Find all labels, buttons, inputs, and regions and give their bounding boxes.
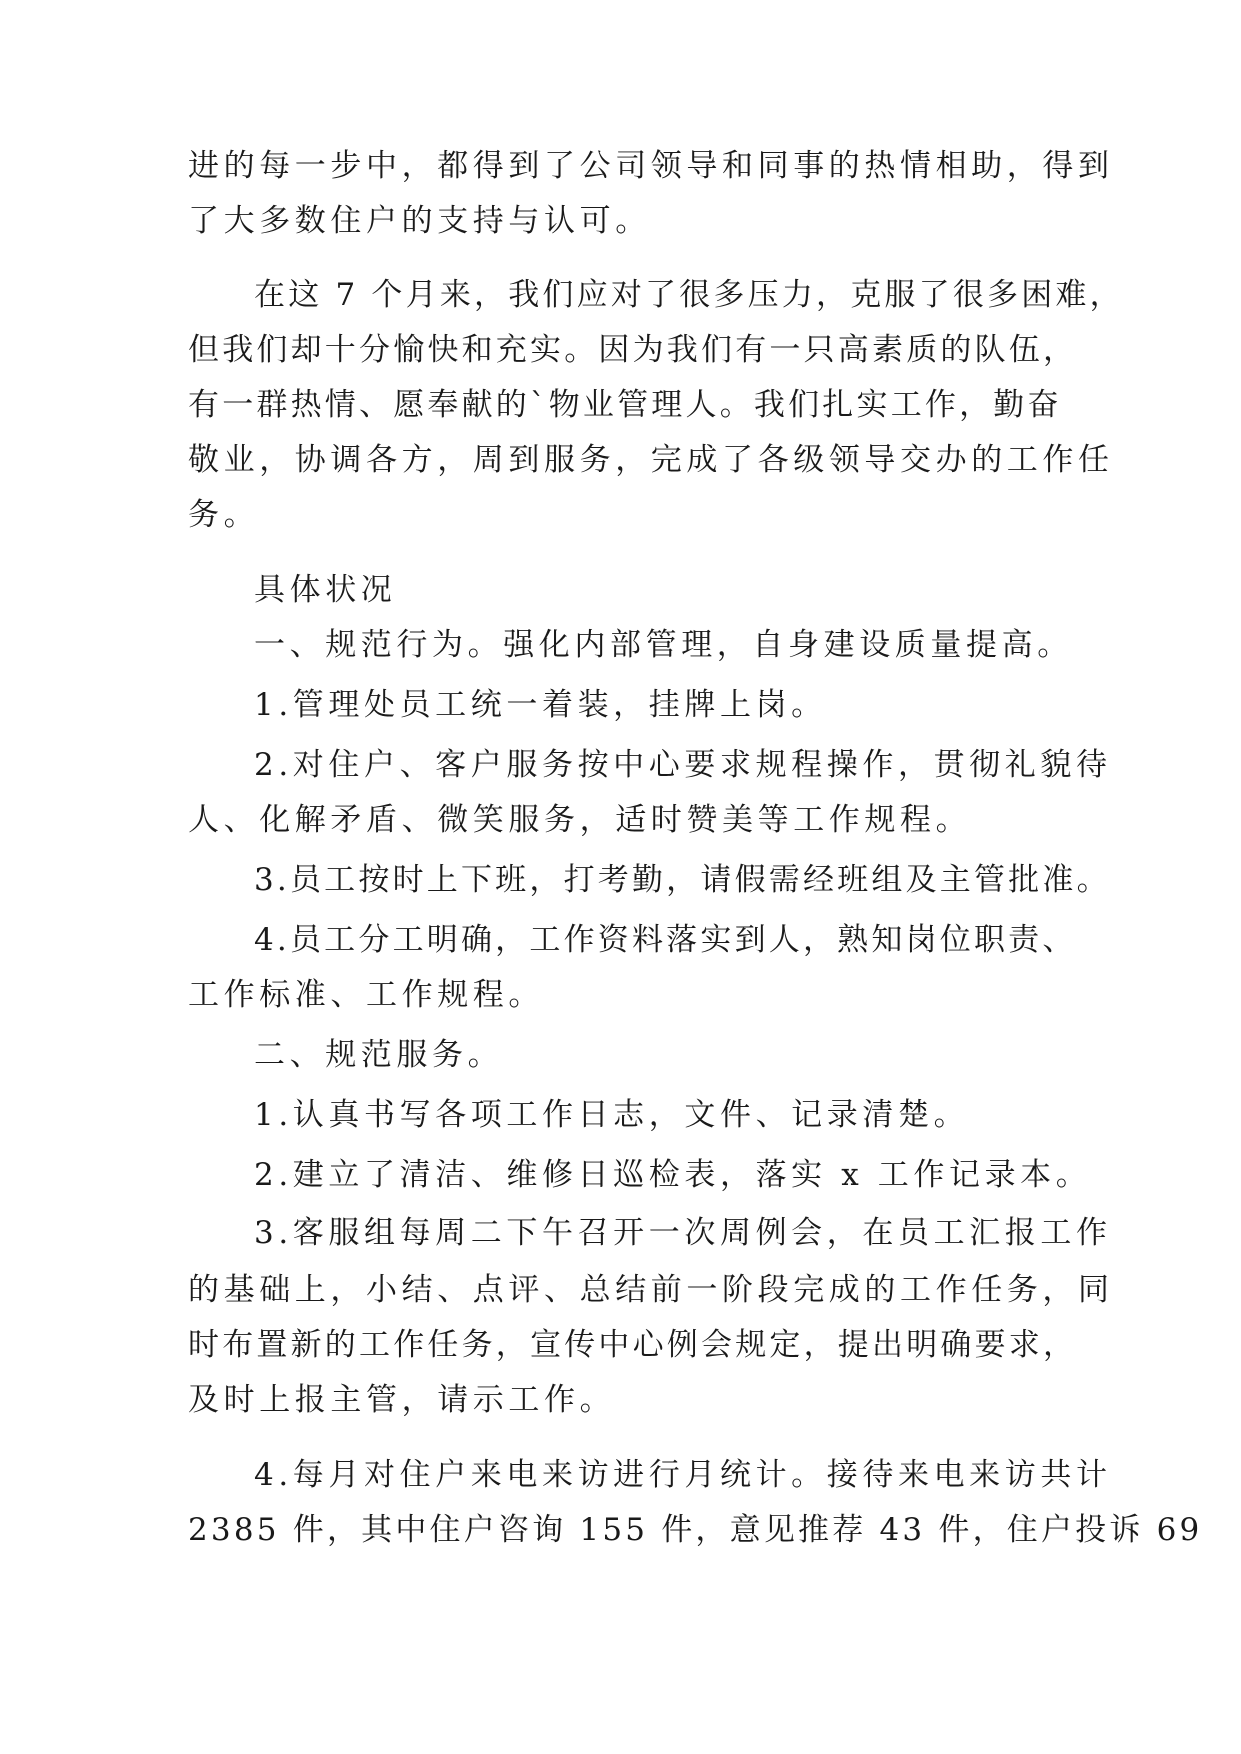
list-item: 2.建立了清洁、维修日巡检表，落实 x 工作记录本。 bbox=[254, 1157, 1092, 1193]
list-item: 1.管理处员工统一着装，挂牌上岗。 bbox=[254, 687, 827, 723]
paragraph-line: 工作标准、工作规程。 bbox=[188, 977, 544, 1013]
list-item: 4.每月对住户来电来访进行月统计。接待来电来访共计 bbox=[254, 1457, 1112, 1493]
paragraph-line: 2385 件，其中住户咨询 155 件，意见推荐 43 件，住户投诉 69 bbox=[188, 1512, 1203, 1548]
paragraph-line: 在这 7 个月来，我们应对了很多压力，克服了很多困难， bbox=[254, 277, 1124, 313]
paragraph-line: 进的每一步中，都得到了公司领导和同事的热情相助，得到 bbox=[188, 148, 1114, 184]
paragraph-line: 了大多数住户的支持与认可。 bbox=[188, 203, 651, 239]
paragraph-line: 有一群热情、愿奉献的`物业管理人。我们扎实工作，勤奋 bbox=[188, 387, 1062, 423]
list-item: 4.员工分工明确，工作资料落实到人，熟知岗位职责、 bbox=[254, 922, 1077, 958]
paragraph-line: 的基础上，小结、点评、总结前一阶段完成的工作任务，同 bbox=[188, 1272, 1114, 1308]
section-heading: 一、规范行为。强化内部管理，自身建设质量提高。 bbox=[254, 627, 1073, 663]
list-item: 2.对住户、客户服务按中心要求规程操作，贯彻礼貌待 bbox=[254, 747, 1112, 783]
list-item: 3.客服组每周二下午召开一次周例会，在员工汇报工作 bbox=[254, 1215, 1112, 1251]
paragraph-line: 务。 bbox=[188, 497, 260, 533]
paragraph-line: 及时上报主管，请示工作。 bbox=[188, 1382, 616, 1418]
paragraph-line: 人、化解矛盾、微笑服务，适时赞美等工作规程。 bbox=[188, 802, 972, 838]
list-item: 1.认真书写各项工作日志，文件、记录清楚。 bbox=[254, 1097, 970, 1133]
paragraph-line: 敬业，协调各方，周到服务，完成了各级领导交办的工作任 bbox=[188, 442, 1114, 478]
paragraph-line: 时布置新的工作任务，宣传中心例会规定，提出明确要求， bbox=[188, 1327, 1078, 1363]
section-heading: 二、规范服务。 bbox=[254, 1037, 504, 1073]
list-item: 3.员工按时上下班，打考勤，请假需经班组及主管批准。 bbox=[254, 862, 1111, 898]
section-heading: 具体状况 bbox=[254, 572, 397, 608]
paragraph-line: 但我们却十分愉快和充实。因为我们有一只高素质的队伍， bbox=[188, 332, 1078, 368]
